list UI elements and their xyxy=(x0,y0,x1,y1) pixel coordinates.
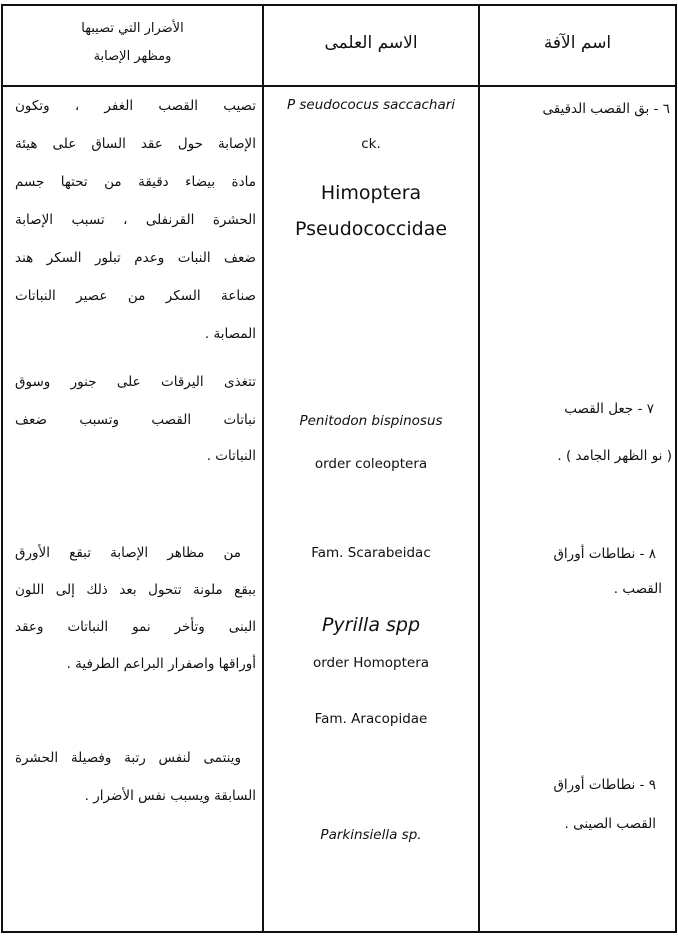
row-6-damage-line-2: الإصابة حول عقد الساق على هيئة xyxy=(15,136,256,152)
row-6-damage-line-3: مادة بيضاء دقيقة من تحتها جسم xyxy=(15,174,256,190)
row-8-scientific-line-4: Fam. Aracopidae xyxy=(314,711,428,727)
row-7-pest-name-line-2: ( نو الظهر الجامد ) . xyxy=(557,448,672,464)
row-6-scientific-line-3: Himoptera xyxy=(320,182,422,204)
header-bottom-border xyxy=(1,85,677,87)
row-6-damage-line-1: تصيب القصب الغفر ، وتكون xyxy=(15,98,256,114)
row-9-scientific-line-1: Parkinsiella sp. xyxy=(320,827,422,843)
row-8-damage-line-1: من مظاهر الإصابة تبقع الأورق xyxy=(15,545,241,561)
row-7-damage-line-1: تتغذى اليرقات على جنور وسوق xyxy=(15,374,256,390)
row-7-damage-line-2: نباتات القصب وتسبب ضعف xyxy=(15,412,256,428)
row-8-damage-line-3: البنى وتأخر نمو النباتات وعقد xyxy=(15,619,256,635)
header-damage-line-1: الأضرار التي تصيبها xyxy=(81,21,184,36)
row-8-pest-name-line-2: القصب . xyxy=(613,581,662,597)
row-9-pest-name-line-2: القصب الصينى . xyxy=(564,816,656,832)
row-7-scientific-line-1: Penitodon bispinosus xyxy=(299,413,443,429)
row-9-damage-line-2: السابقة ويسبب نفس الأضرار . xyxy=(84,788,256,804)
row-8-scientific-line-1: Fam. Scarabeidac xyxy=(311,545,431,561)
row-9-damage-line-1: وينتمى لنفس رتبة وفصيلة الحشرة xyxy=(15,750,241,766)
row-6-damage-line-6: صناعة السكر من عصير النباتات xyxy=(15,288,256,304)
row-9-pest-name-line-1: ٩ - نطاطات أوراق xyxy=(553,777,656,793)
table-bottom-border xyxy=(1,931,677,933)
row-8-scientific-line-3: order Homoptera xyxy=(312,655,430,671)
row-6-damage-line-5: ضعف النبات وعدم تبلور السكر هند xyxy=(15,250,256,266)
table-right-border xyxy=(675,4,677,933)
row-7-pest-name-line-1: ٧ - جعل القصب xyxy=(564,401,654,417)
row-8-damage-line-4: أوراقها واصفرار البراعم الطرفية . xyxy=(66,656,256,672)
row-7-scientific-line-2: order coleoptera xyxy=(314,456,428,472)
header-scientific-name: الاسم العلمى xyxy=(324,33,418,53)
row-8-scientific-line-2: Pyrilla spp xyxy=(321,614,421,636)
table-left-border xyxy=(1,4,3,933)
row-6-scientific-line-1: P seudococus saccachari xyxy=(286,97,456,113)
row-7-damage-line-3: النباتات . xyxy=(206,448,256,464)
row-6-damage-line-7: المصابة . xyxy=(204,326,256,342)
table-top-border xyxy=(1,4,677,6)
row-6-pest-name: ٦ - بق القصب الدقيقى xyxy=(542,101,670,117)
row-6-scientific-line-4: Pseudococcidae xyxy=(294,218,448,240)
row-8-pest-name-line-1: ٨ - نطاطات أوراق xyxy=(553,546,656,562)
column-divider-2 xyxy=(478,4,480,933)
header-pest-name: اسم الآفة xyxy=(543,33,612,53)
row-6-scientific-line-2: ck. xyxy=(361,136,381,152)
header-damage-line-2: ومظهر الإصابة xyxy=(93,49,172,64)
row-8-damage-line-2: ببقع ملونة تتحول بعد ذلك إلى اللون xyxy=(15,582,256,598)
row-6-damage-line-4: الحشرة القرنفلى ، تسبب الإصابة xyxy=(15,212,256,228)
